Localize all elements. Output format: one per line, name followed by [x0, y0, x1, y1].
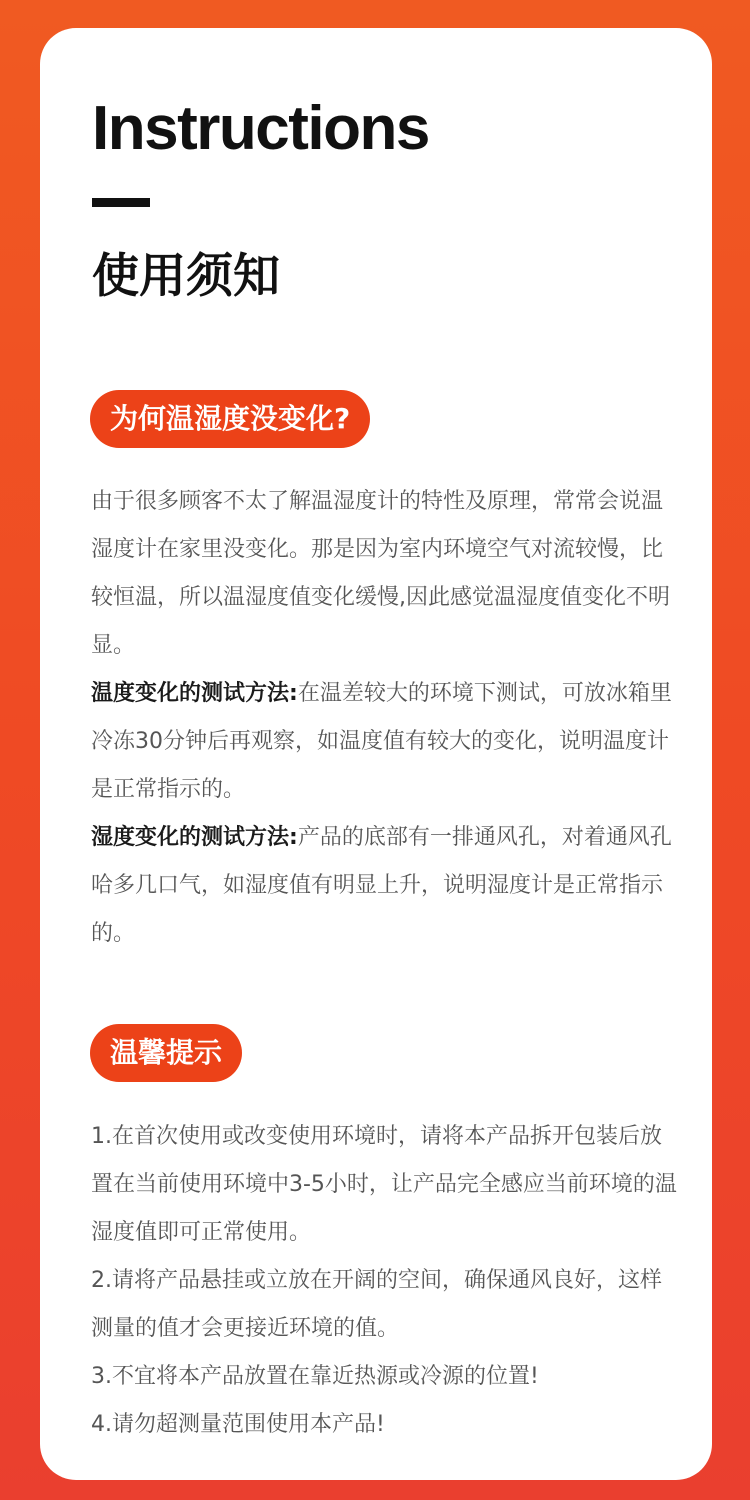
- tip-item: 3.不宜将本产品放置在靠近热源或冷源的位置!: [91, 1364, 539, 1389]
- section-heading-why: 为何温湿度没变化?: [90, 390, 370, 448]
- temperature-test-text: 在温差较大的环境下测试，可放冰箱里冷冻30分钟后再观察，如温度值有较大的变化，说明温度计是正常指示的。: [91, 681, 672, 802]
- tip-item: 1.在首次使用或改变使用环境时，请将本产品拆开包装后放置在当前使用环境中3-5小时，让产品完全感应当前环境的温湿度值即可正常使用。: [91, 1124, 677, 1245]
- tip-item: 4.请勿超测量范围使用本产品!: [91, 1412, 385, 1437]
- section-why-body: [91, 478, 677, 958]
- temperature-test-paragraph: [91, 670, 677, 814]
- section-heading-tips: 温馨提示: [90, 1024, 242, 1082]
- humidity-test-label: 湿度变化的测试方法:: [91, 825, 298, 850]
- humidity-test-paragraph: [91, 814, 677, 958]
- page-title-en: Instructions: [92, 94, 429, 163]
- page-title-cn: 使用须知: [92, 249, 280, 304]
- humidity-test-text: 产品的底部有一排通风孔，对着通风孔哈多几口气，如湿度值有明显上升，说明湿度计是正常指示的。: [91, 825, 672, 946]
- temperature-test-label: 温度变化的测试方法:: [91, 681, 298, 706]
- section-tips-body: [91, 1113, 677, 1449]
- tip-item: 2.请将产品悬挂或立放在开阔的空间，确保通风良好，这样测量的值才会更接近环境的值。: [91, 1268, 662, 1341]
- instructions-card: [40, 28, 712, 1480]
- intro-paragraph: 由于很多顾客不太了解温湿度计的特性及原理，常常会说温湿度计在家里没变化。那是因为室内环境空气对流较慢，比较恒温，所以温湿度值变化缓慢,因此感觉温湿度值变化不明显。: [91, 489, 670, 658]
- title-divider: [92, 198, 150, 207]
